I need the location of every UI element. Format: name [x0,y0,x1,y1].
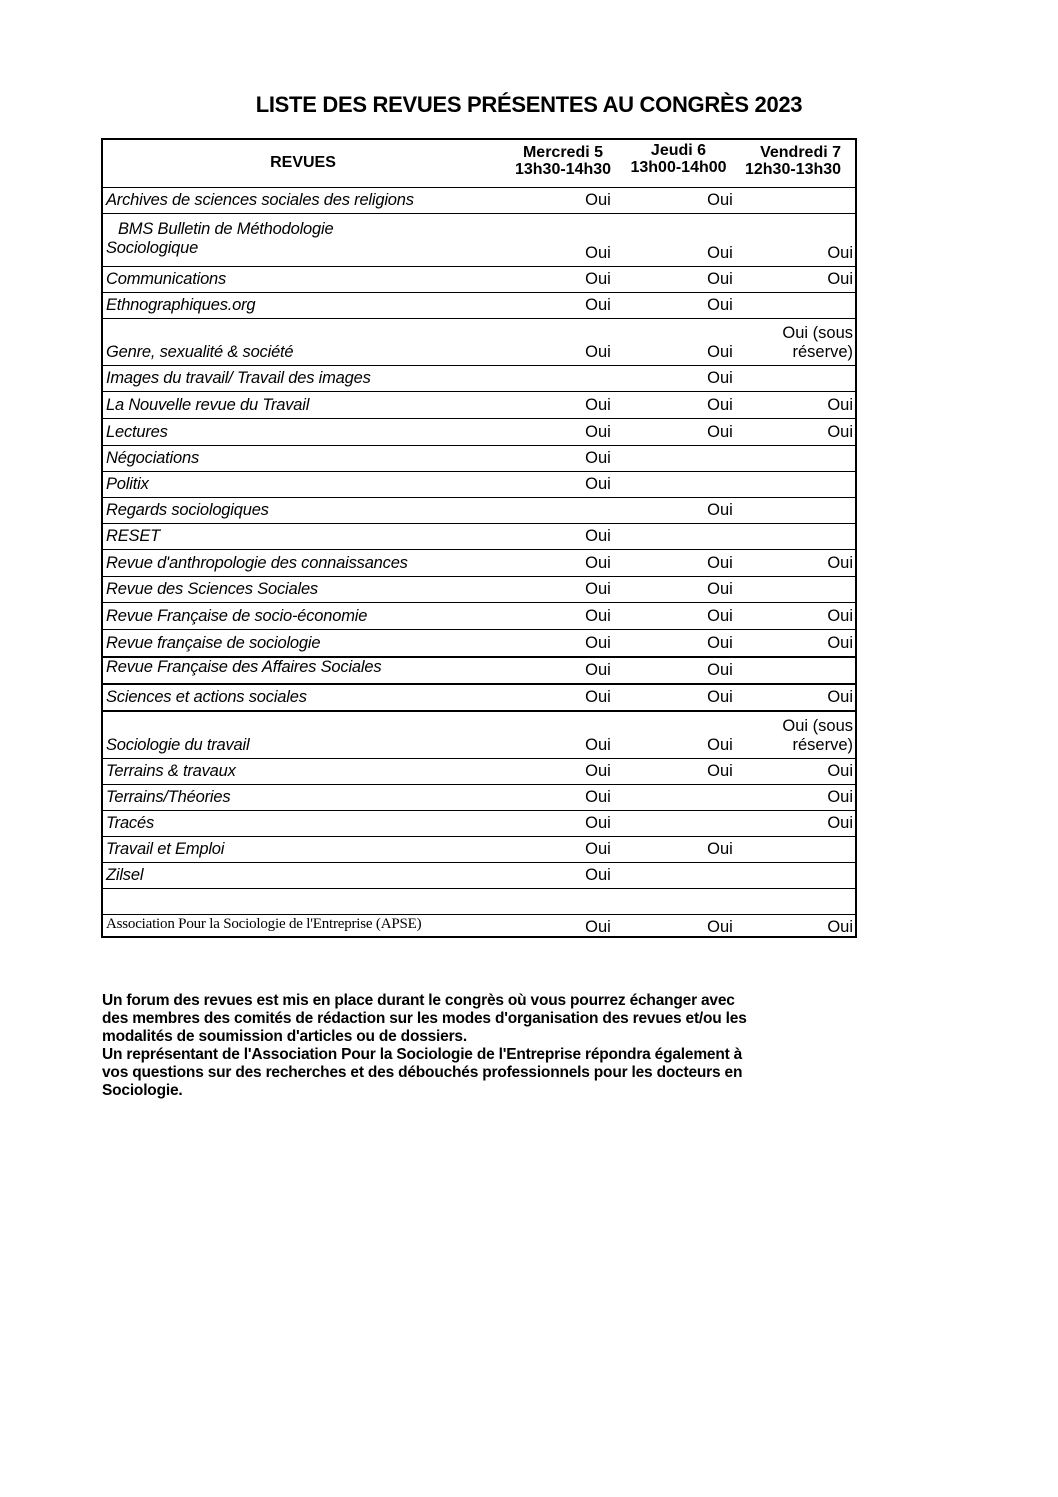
cell-mercredi: Oui [585,661,611,679]
cell-jeudi: Oui [707,661,733,679]
cell-jeudi: Oui [707,396,733,414]
table-header-row [103,140,855,187]
journal-name: Communications [106,270,227,288]
cell-vendredi: Oui [827,244,853,262]
table-row [103,523,855,549]
journal-name: Revue des Sciences Sociales [106,580,318,598]
cell-vendredi-line1: Oui (sous [782,324,853,342]
journal-name [106,220,333,263]
journal-name: Regards sociologiques [106,501,269,519]
cell-mercredi: Oui [585,423,611,441]
table-row [103,602,855,629]
journal-name: La Nouvelle revue du Travail [106,396,310,414]
page-title: LISTE DES REVUES PRÉSENTES AU CONGRÈS 2023 [255,92,803,117]
cell-vendredi-line2: réserve) [792,736,853,754]
cell-jeudi: Oui [707,369,733,387]
cell-mercredi: Oui [585,449,611,467]
journal-name: Zilsel [106,866,144,884]
journal-name: Revue d'anthropologie des connaissances [106,554,408,572]
header-revues: REVUES [270,154,336,171]
journal-name: Revue Française de socio-économie [106,607,368,625]
cell-mercredi: Oui [585,840,611,858]
journal-name: Archives de sciences sociales des religions [106,191,414,209]
journal-name: Association Pour la Sociologie de l'Entreprise (APSE) [106,916,422,932]
table-row [103,391,855,418]
cell-mercredi: Oui [585,296,611,314]
table-row [103,683,855,710]
cell-jeudi: Oui [707,343,733,361]
cell-mercredi: Oui [585,527,611,545]
journal-name: Tracés [106,814,155,832]
header-mercredi-time: 13h30-14h30 [514,161,612,178]
table-row [103,862,855,888]
header-jeudi-time: 13h00-14h00 [630,159,727,176]
notice-line: Un représentant de l'Association Pour la Sociologie de l'Entreprise répondra également à [102,1046,743,1063]
forum-notice [102,992,872,1100]
notice-line: Un forum des revues est mis en place durant le congrès où vous pourrez échanger avec [102,992,735,1009]
cell-vendredi: Oui [827,396,853,414]
cell-vendredi: Oui [827,270,853,288]
cell-vendredi: Oui [827,634,853,652]
journal-name: Revue française de sociologie [106,634,321,652]
journal-name: Travail et Emploi [106,840,225,858]
cell-jeudi: Oui [707,918,733,936]
cell-jeudi: Oui [707,736,733,754]
journal-name: Politix [106,475,149,493]
table-row [103,497,855,523]
notice-line: Sociologie. [102,1082,183,1099]
cell-vendredi [782,324,853,362]
cell-vendredi [782,717,853,755]
cell-vendredi: Oui [827,554,853,572]
cell-vendredi-line1: Oui (sous [782,717,853,735]
table-row [103,266,855,292]
table-row [103,836,855,862]
journal-name: Sociologie du travail [106,736,250,754]
cell-jeudi: Oui [707,191,733,209]
table-row [103,549,855,576]
cell-mercredi: Oui [585,788,611,806]
cell-mercredi: Oui [585,688,611,706]
header-jeudi [621,144,736,176]
cell-mercredi: Oui [585,634,611,652]
journal-name: Revue Française des Affaires Sociales [106,658,382,676]
cell-vendredi: Oui [827,918,853,936]
cell-vendredi: Oui [827,607,853,625]
table-row [103,187,855,213]
cell-mercredi: Oui [585,866,611,884]
cell-vendredi: Oui [827,688,853,706]
cell-jeudi: Oui [707,688,733,706]
cell-mercredi: Oui [585,244,611,262]
cell-vendredi: Oui [827,788,853,806]
journal-name: Genre, sexualité & société [106,343,294,361]
cell-mercredi: Oui [585,191,611,209]
cell-jeudi: Oui [707,244,733,262]
journal-name: RESET [106,527,161,545]
cell-jeudi: Oui [707,270,733,288]
table-row [103,784,855,810]
notice-line: modalités de soumission d'articles ou de dossiers. [102,1028,467,1045]
cell-jeudi: Oui [707,423,733,441]
table-row [103,318,855,365]
cell-mercredi: Oui [585,554,611,572]
journal-name-line2: Sociologique [106,239,199,257]
table-row [103,914,855,938]
table-row [103,576,855,602]
cell-jeudi: Oui [707,501,733,519]
journal-name: Sciences et actions sociales [106,688,307,706]
table-row [103,445,855,471]
cell-jeudi: Oui [707,296,733,314]
table-row [103,710,855,758]
cell-mercredi: Oui [585,580,611,598]
table-row [103,292,855,318]
cell-mercredi: Oui [585,343,611,361]
table-row [103,365,855,391]
cell-mercredi: Oui [585,918,611,936]
cell-mercredi: Oui [585,736,611,754]
cell-jeudi: Oui [707,607,733,625]
journal-name: Terrains & travaux [106,762,236,780]
cell-mercredi: Oui [585,396,611,414]
notice-line: des membres des comités de rédaction sur les modes d'organisation des revues et/ou les [102,1010,747,1027]
journals-table [101,138,857,938]
cell-mercredi: Oui [585,607,611,625]
table-row [103,656,855,683]
journal-name: Ethnographiques.org [106,296,256,314]
table-row-empty [103,888,855,914]
table-row [103,810,855,836]
cell-mercredi: Oui [585,762,611,780]
journal-name: Lectures [106,423,168,441]
header-jeudi-day: Jeudi 6 [650,142,707,159]
cell-jeudi: Oui [707,554,733,572]
cell-jeudi: Oui [707,840,733,858]
cell-vendredi: Oui [827,423,853,441]
header-vendredi-day: Vendredi 7 [760,144,841,161]
table-row [103,213,855,266]
table-row [103,418,855,445]
cell-vendredi-line2: réserve) [792,343,853,361]
cell-mercredi: Oui [585,814,611,832]
table-row [103,471,855,497]
table-row [103,629,855,656]
notice-line: vos questions sur des recherches et des débouchés professionnels pour les docteurs en [102,1064,743,1081]
header-mercredi [503,144,623,178]
header-vendredi [733,144,853,178]
journal-name: Images du travail/ Travail des images [106,369,371,387]
cell-jeudi: Oui [707,580,733,598]
cell-vendredi: Oui [827,762,853,780]
header-mercredi-day: Mercredi 5 [522,144,604,161]
cell-jeudi: Oui [707,762,733,780]
table-row [103,758,855,784]
cell-jeudi: Oui [707,634,733,652]
journal-name: Terrains/Théories [106,788,231,806]
header-vendredi-time: 12h30-13h30 [744,161,842,178]
cell-mercredi: Oui [585,270,611,288]
journal-name-line1: BMS Bulletin de Méthodologie [118,220,334,238]
cell-mercredi: Oui [585,475,611,493]
journal-name: Négociations [106,449,199,467]
cell-vendredi: Oui [827,814,853,832]
